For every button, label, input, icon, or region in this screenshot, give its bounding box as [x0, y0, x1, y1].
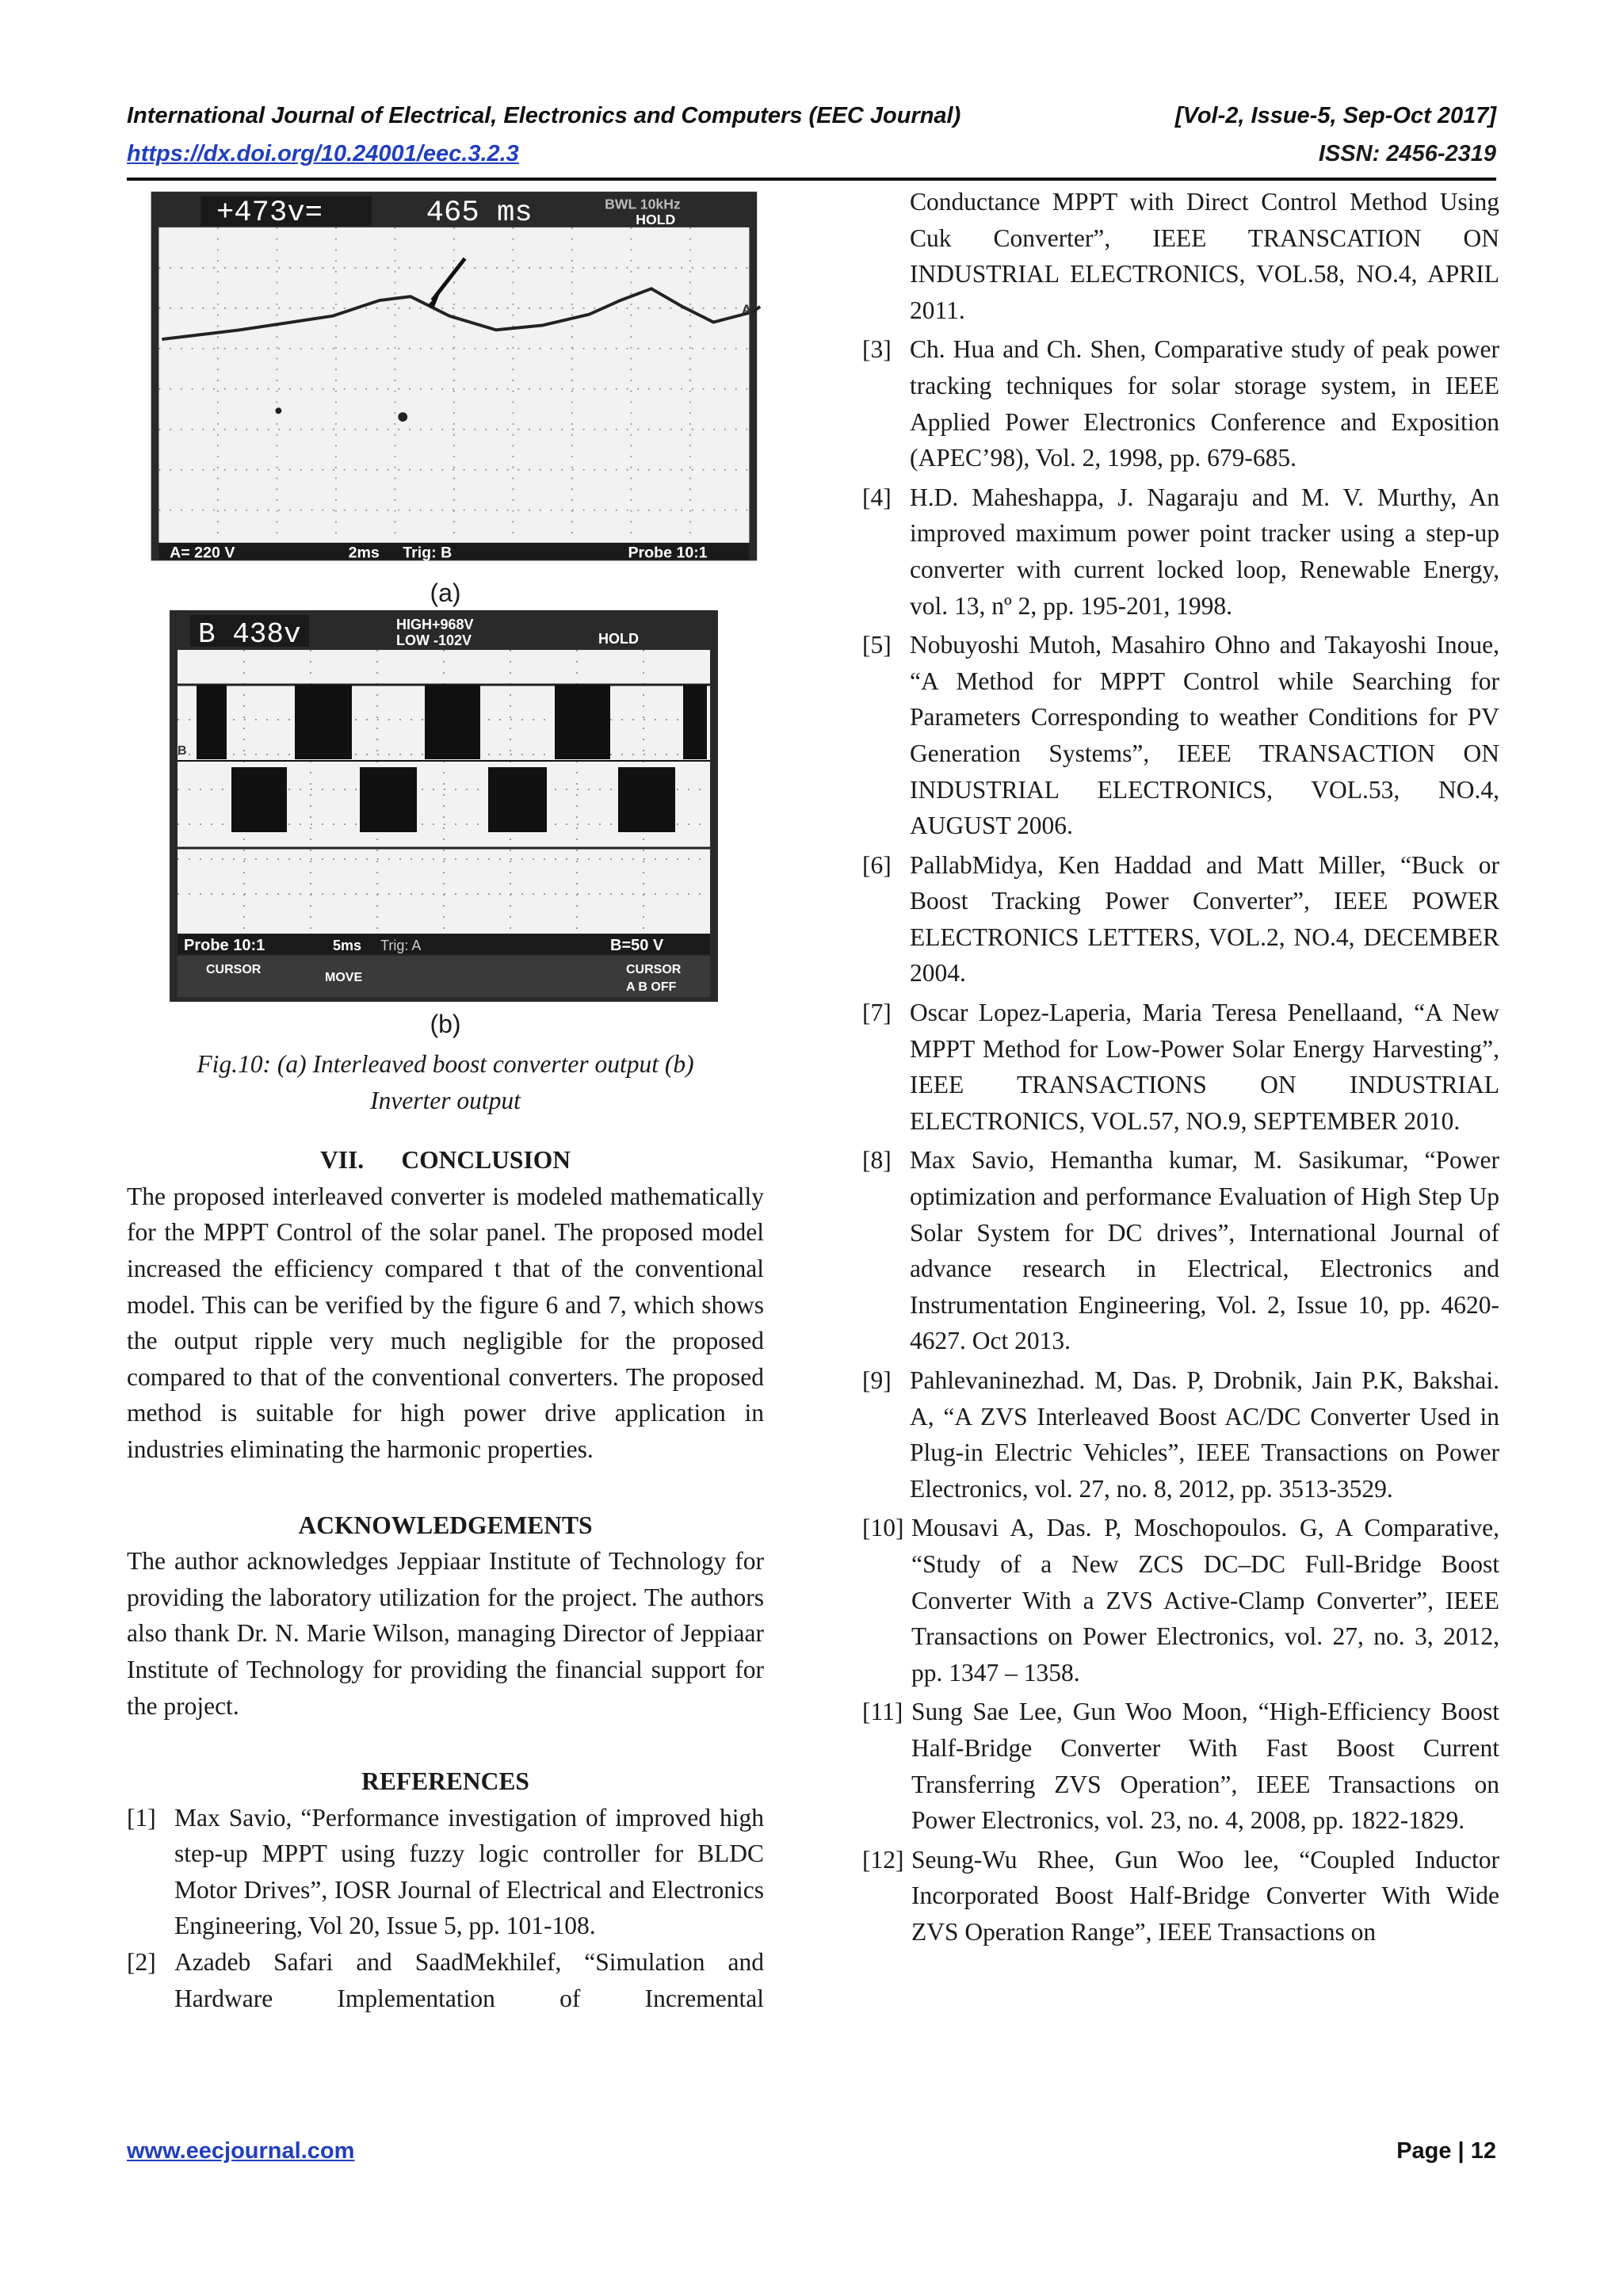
scope-b-marker: B	[178, 744, 187, 758]
oscilloscope-figure-a	[138, 184, 764, 577]
journal-website-link[interactable]: www.eecjournal.com	[127, 2138, 355, 2164]
reference-text: Oscar Lopez-Laperia, Maria Teresa Penellaand, “A New MPPT Method for Low-Power Solar Energy Harvesting”, IEEE TRANSACTIONS ON INDUSTRIAL ELECTRONICS, VOL.57, NO.9, SEPTEMBER 2010.	[910, 999, 1499, 1135]
reference-item	[862, 1362, 1499, 1507]
conclusion-body: The proposed interleaved converter is modeled mathematically for the MPPT Control of the solar panel. The proposed model increased the efficiency compared t that of the conventional model. This can be verified by the figure 6 and 7, which shows the output ripple very much negligible for the proposed compared to that of the conventional converters. The proposed method is suitable for high power drive application in industries eliminating the harmonic properties.	[127, 1182, 764, 1463]
acknowledgements-heading: ACKNOWLEDGEMENTS	[298, 1511, 593, 1539]
reference-item-continued	[862, 184, 1499, 328]
page-footer	[127, 2137, 1496, 2165]
scope-b-menu-cursor: CURSOR	[206, 963, 262, 976]
scope-b-timebase: 5ms	[333, 938, 362, 953]
acknowledgements-body: The author acknowledges Jeppiaar Institute of Technology for providing the laboratory utilization for the project. The authors also thank Dr. N. Marie Wilson, managing Director of Jeppiaar Institute of Technology for providing the financial support for the project.	[127, 1547, 764, 1720]
reference-text: Max Savio, “Performance investigation of improved high step-up MPPT using fuzzy logic controller for BLDC Motor Drives”, IOSR Journal of Electrical and Electronics Engineering, Vol 20, Issue 5, pp. 101-108.	[174, 1803, 764, 1940]
reference-item	[862, 1842, 1499, 1950]
doi-row	[127, 139, 1496, 168]
scope-a-timebase: 2ms	[348, 544, 380, 562]
reference-item	[862, 627, 1499, 844]
scope-b-probe: Probe 10:1	[184, 937, 265, 954]
reference-text: Nobuyoshi Mutoh, Masahiro Ohno and Takayoshi Inoue, “A Method for MPPT Control while Searching for Parameters Corresponding to weather Conditions for PV Generation Systems”, IEEE TRANSACTION ON INDUSTRIAL ELECTRONICS, VOL.53, NO.4, AUGUST 2006.	[910, 631, 1499, 840]
scope-b-trigger: Trig: A	[380, 938, 422, 953]
reference-item	[862, 1142, 1499, 1359]
figure-caption	[127, 1046, 764, 1118]
reference-text: Seung-Wu Rhee, Gun Woo lee, “Coupled Inductor Incorporated Boost Half-Bridge Converter With Wide ZVS Operation Range”, IEEE Transactions on	[911, 1845, 1499, 1946]
reference-text: Conductance MPPT with Direct Control Method Using Cuk Converter”, IEEE TRANSCATION ON INDUSTRIAL ELECTRONICS, VOL.58, NO.4, APRIL 2011.	[910, 188, 1499, 324]
reference-text: Sung Sae Lee, Gun Woo Moon, “High-Efficiency Boost Half-Bridge Converter With Fast Boost Current Transferring ZVS Operation”, IEEE Transactions on Power Electronics, vol. 23, no. 4, 2008, pp. 1822-1829.	[911, 1698, 1499, 1835]
reference-item	[127, 1800, 764, 1944]
reference-text: Mousavi A, Das. P, Moschopoulos. G, A Comparative, “Study of a New ZCS DC–DC Full-Bridge Boost Converter With a ZVS Active-Clamp Converter”, IEEE Transactions on Power Electronics, vol. 27, no. 3, 2012, pp. 1347 – 1358.	[911, 1514, 1499, 1687]
scope-a-marker: A	[741, 301, 752, 318]
reference-number: [7]	[862, 999, 892, 1027]
journal-header	[127, 101, 1496, 130]
reference-number: [10]	[862, 1514, 904, 1542]
reference-number: [12]	[862, 1845, 904, 1874]
reference-number: [11]	[862, 1698, 903, 1726]
conclusion-heading: VII. CONCLUSION	[320, 1146, 571, 1175]
reference-number: [6]	[862, 850, 892, 879]
reference-text: Pahlevaninezhad. M, Das. P, Drobnik, Jain P.K, Bakshai. A, “A ZVS Interleaved Boost AC/DC Converter Used in Plug-in Electric Vehicles”, IEEE Transactions on Power Electronics, vol. 27, no. 8, 2012, pp. 3513-3529.	[910, 1366, 1499, 1503]
reference-number: [2]	[127, 1948, 156, 1977]
scope-b-hold: HOLD	[598, 631, 639, 647]
figure-b-label: (b)	[430, 1010, 461, 1038]
scope-b-menu-cursor-2: CURSOR	[626, 963, 682, 976]
reference-item	[862, 1510, 1499, 1690]
reference-item	[862, 479, 1499, 624]
scope-b-menu-ab: A B OFF	[626, 980, 677, 994]
scope-a-trigger: Trig: B	[403, 544, 453, 562]
reference-text: Azadeb Safari and SaadMekhilef, “Simulation and Hardware Implementation of Incremental	[174, 1948, 764, 2012]
scope-b-low: LOW -102V	[396, 632, 472, 648]
references-heading: REFERENCES	[361, 1767, 529, 1796]
issn: ISSN: 2456-2319	[1318, 141, 1496, 166]
reference-number: [1]	[127, 1803, 156, 1832]
figure-a-label: (a)	[430, 579, 461, 607]
reference-text: Ch. Hua and Ch. Shen, Comparative study of peak power tracking techniques for solar storage system, in IEEE Applied Power Electronics Conference and Exposition (APEC’98), Vol. 2, 1998, pp. 679-685.	[910, 335, 1499, 472]
doi-link[interactable]: https://dx.doi.org/10.24001/eec.3.2.3	[127, 141, 519, 166]
scope-b-range: B=50 V	[610, 937, 664, 954]
header-rule	[127, 178, 1496, 181]
reference-item	[127, 1944, 764, 2016]
reference-text: H.D. Maheshappa, J. Nagaraju and M. V. Murthy, An improved maximum power point tracker using a step-up converter with current locked loop, Renewable Energy, vol. 13, nº 2, pp. 195-201, 1998.	[910, 483, 1499, 620]
reference-number: [8]	[862, 1146, 892, 1175]
scope-a-time: 465 ms	[426, 197, 533, 231]
page-number: Page | 12	[1396, 2138, 1496, 2164]
reference-number: [9]	[862, 1366, 892, 1394]
scope-a-range: A= 220 V	[170, 544, 235, 562]
reference-item	[862, 995, 1499, 1139]
scope-a-bw: BWL 10kHz	[605, 196, 681, 212]
journal-title: International Journal of Electrical, Electronics and Computers (EEC Journal)	[127, 103, 961, 128]
figure-caption-line-2: Inverter output	[370, 1086, 521, 1114]
volume-info: [Vol-2, Issue-5, Sep-Oct 2017]	[1174, 103, 1496, 128]
reference-item	[862, 847, 1499, 991]
reference-item	[862, 331, 1499, 476]
reference-list	[862, 331, 1499, 1950]
reference-item	[862, 1694, 1499, 1838]
scope-a-hold: HOLD	[636, 211, 676, 227]
scope-b-voltage: B 438v	[198, 618, 301, 651]
scope-b-menu-move: MOVE	[325, 971, 363, 984]
oscilloscope-figure-b	[166, 609, 721, 1005]
reference-number: [4]	[862, 483, 892, 511]
reference-text: Max Savio, Hemantha kumar, M. Sasikumar, “Power optimization and performance Evaluation of High Step Up Solar System for DC drives”, International Journal of advance research in Electrical, Electronics and Instrumentation Engineering, Vol. 2, Issue 10, pp. 4620-4627. Oct 2013.	[910, 1146, 1499, 1355]
scope-a-voltage: +473v=	[216, 197, 323, 231]
scope-a-probe: Probe 10:1	[628, 544, 708, 562]
reference-text: PallabMidya, Ken Haddad and Matt Miller, “Buck or Boost Tracking Power Converter”, IEEE POWER ELECTRONICS LETTERS, VOL.2, NO.4, DECEMBER 2004.	[910, 850, 1499, 988]
reference-number: [5]	[862, 631, 892, 659]
right-column	[862, 184, 1499, 1950]
scope-b-high: HIGH+968V	[396, 617, 474, 632]
reference-number: [3]	[862, 335, 892, 364]
figure-caption-line-1: Fig.10: (a) Interleaved boost converter output (b)	[197, 1050, 694, 1078]
left-column	[127, 184, 764, 2016]
